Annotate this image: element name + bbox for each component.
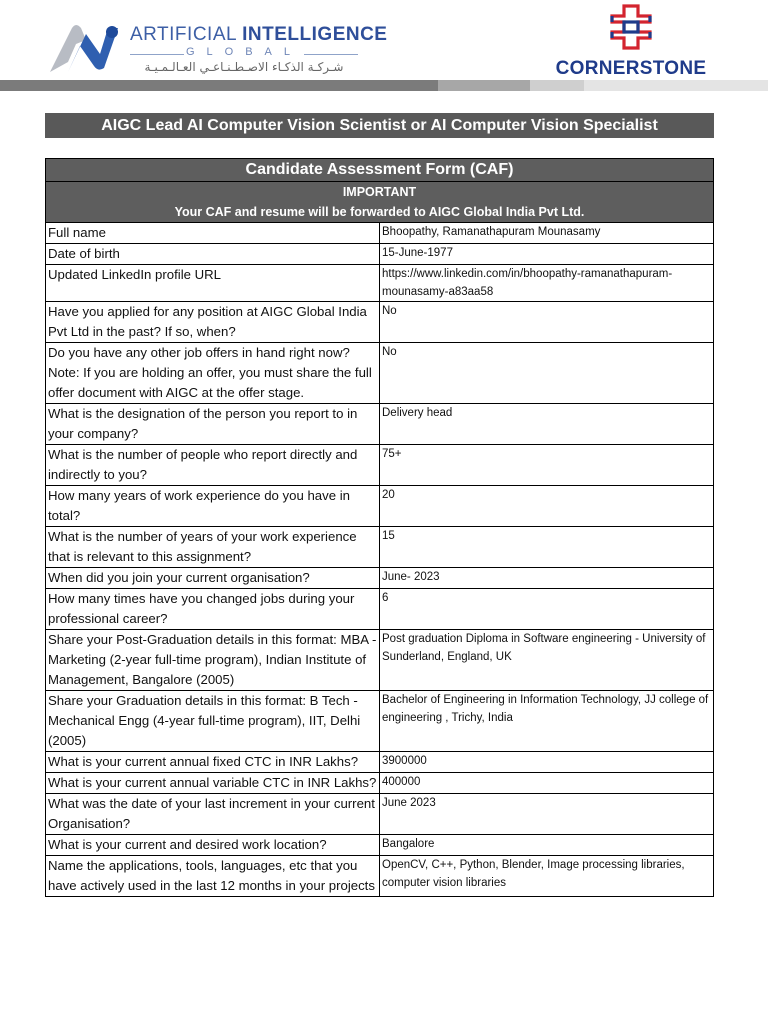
aig-logo-title: ARTIFICIAL INTELLIGENCE (130, 24, 388, 45)
answer-cell (380, 486, 714, 527)
answer-text: 20 (382, 489, 395, 501)
answer-cell (380, 445, 714, 486)
question-cell: Full name (46, 223, 380, 244)
question-cell: Do you have any other job offers in hand right now? Note: If you are holding an offer, you must share the full offer document with AIGC at the offer stage. (46, 343, 380, 404)
answer-text: Delivery head (382, 407, 453, 419)
table-row (46, 343, 714, 404)
important-label: IMPORTANT (342, 185, 417, 199)
question-cell: Name the applications, tools, languages, etc that you have actively used in the last 12 months in your projects (46, 856, 380, 897)
cornerstone-logo (548, 0, 714, 82)
answer-text: No (382, 305, 397, 317)
table-row (46, 404, 714, 445)
question-cell: How many years of work experience do you have in total? (46, 486, 380, 527)
answer-text: Bachelor of Engineering in Information Technology, JJ college of engineering , Trichy, India (382, 694, 709, 724)
table-row (46, 794, 714, 835)
answer-cell (380, 752, 714, 773)
aig-logo (46, 22, 388, 78)
header-band (530, 80, 584, 91)
aig-logo-tagline: GLOBAL (130, 46, 358, 58)
cornerstone-name: CORNERSTONE (555, 58, 707, 79)
answer-text: 3900000 (382, 755, 427, 767)
table-row (46, 773, 714, 794)
answer-cell (380, 856, 714, 897)
answer-text: No (382, 346, 397, 358)
answer-cell (380, 343, 714, 404)
question-cell: What is the number of people who report directly and indirectly to you? (46, 445, 380, 486)
important-row (46, 182, 714, 223)
table-row (46, 223, 714, 244)
table-row (46, 244, 714, 265)
table-row (46, 486, 714, 527)
answer-text: https://www.linkedin.com/in/bhoopathy-ramanathapuram-mounasamy-a83aa58 (382, 268, 673, 298)
answer-text: 6 (382, 592, 389, 604)
answer-cell (380, 568, 714, 589)
question-cell: Have you applied for any position at AIGC Global India Pvt Ltd in the past? If so, when? (46, 302, 380, 343)
answer-cell (380, 794, 714, 835)
aig-logo-mark-icon (46, 22, 122, 74)
header-band (0, 80, 438, 91)
question-cell: What is the designation of the person you report to in your company? (46, 404, 380, 445)
answer-text: Post graduation Diploma in Software engineering - University of Sunderland, England, UK (382, 633, 706, 663)
table-row (46, 568, 714, 589)
important-notice (46, 182, 714, 223)
header-band (438, 80, 530, 91)
answer-text: 15 (382, 530, 395, 542)
answer-cell (380, 265, 714, 302)
question-cell: What was the date of your last increment in your current Organisation? (46, 794, 380, 835)
answer-cell (380, 223, 714, 244)
table-row (46, 265, 714, 302)
question-cell: What is the number of years of your work experience that is relevant to this assignment? (46, 527, 380, 568)
table-row (46, 691, 714, 752)
table-row (46, 856, 714, 897)
candidate-assessment-form (45, 158, 714, 897)
question-cell: What is your current and desired work location? (46, 835, 380, 856)
question-cell: Updated LinkedIn profile URL (46, 265, 380, 302)
question-cell: How many times have you changed jobs during your professional career? (46, 589, 380, 630)
question-cell: Date of birth (46, 244, 380, 265)
table-row (46, 302, 714, 343)
question-cell: Share your Graduation details in this format: B Tech - Mechanical Engg (4-year full-time program), IIT, Delhi (2005) (46, 691, 380, 752)
question-cell: Share your Post-Graduation details in this format: MBA - Marketing (2-year full-time program), Indian Institute of Management, Bangalore (2005) (46, 630, 380, 691)
question-cell: When did you join your current organisation? (46, 568, 380, 589)
form-title-row (46, 159, 714, 182)
table-row (46, 527, 714, 568)
cornerstone-mark-icon (606, 2, 656, 52)
answer-text: OpenCV, C++, Python, Blender, Image processing libraries, computer vision libraries (382, 859, 685, 889)
answer-cell (380, 527, 714, 568)
job-title-bar: AIGC Lead AI Computer Vision Scientist or AI Computer Vision Specialist (45, 113, 714, 138)
answer-cell (380, 302, 714, 343)
table-row (46, 752, 714, 773)
header-band (584, 80, 768, 91)
table-row (46, 589, 714, 630)
table-row (46, 445, 714, 486)
answer-cell (380, 691, 714, 752)
answer-cell (380, 589, 714, 630)
question-cell: What is your current annual variable CTC in INR Lakhs? (46, 773, 380, 794)
answer-cell (380, 773, 714, 794)
table-row (46, 630, 714, 691)
answer-text: 75+ (382, 448, 402, 460)
answer-text: June- 2023 (382, 571, 440, 583)
question-cell: What is your current annual fixed CTC in INR Lakhs? (46, 752, 380, 773)
answer-text: 15-June-1977 (382, 247, 453, 259)
table-row (46, 835, 714, 856)
answer-cell (380, 630, 714, 691)
answer-text: 400000 (382, 776, 421, 788)
answer-text: Bangalore (382, 838, 435, 850)
page-header (0, 0, 768, 92)
answer-cell (380, 835, 714, 856)
answer-text: Bhoopathy, Ramanathapuram Mounasamy (382, 226, 601, 238)
form-title: Candidate Assessment Form (CAF) (46, 159, 714, 182)
answer-cell (380, 404, 714, 445)
answer-cell (380, 244, 714, 265)
important-note: Your CAF and resume will be forwarded to AIGC Global India Pvt Ltd. (174, 205, 585, 219)
answer-text: June 2023 (382, 797, 436, 809)
aig-logo-arabic: شـركـة الذكـاء الاصـطـنـاعـي العـالـمـيـة (144, 60, 344, 74)
